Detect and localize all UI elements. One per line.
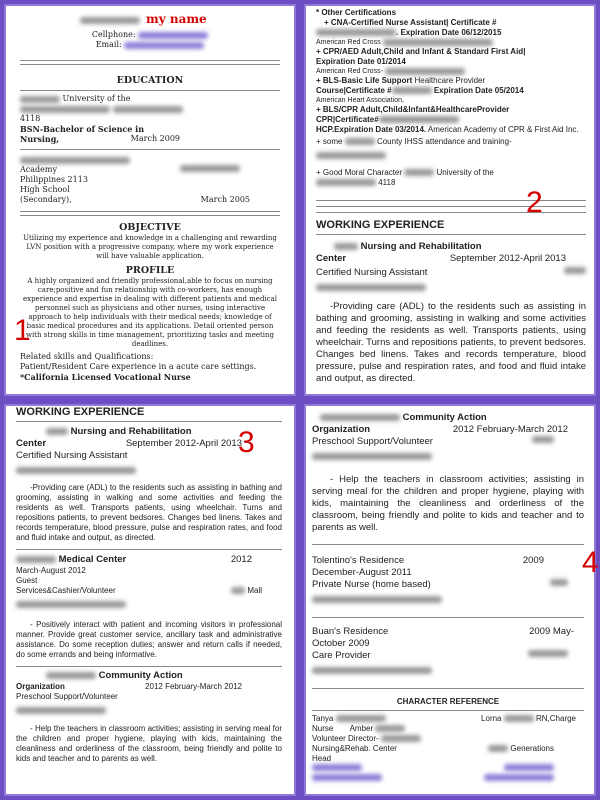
ref2-role: RN,Charge [535, 714, 576, 723]
ref2-name: Lorna [481, 714, 502, 723]
cert3-line2b: Expiration Date 05/2014 [433, 86, 524, 95]
job2-company: Medical Center [58, 554, 127, 565]
license-label: *California Licensed Vocational Nurse [20, 372, 191, 382]
cert4-line3: HCP.Expiration Date 03/2014. [316, 125, 427, 134]
job1-center: Center [16, 438, 47, 449]
panel-number-2: 2 [526, 186, 543, 219]
panel-number-4: 4 [582, 546, 599, 579]
job3-company-2: Community Action [402, 412, 487, 423]
ref1-role: Nurse [312, 724, 334, 733]
job3-desc-2: - Help the teachers in classroom activities; assisting in serving meal for the children and proper hygiene, playing with kids, maintaining the cleanliness and orderliness of the classroom, being friendly and polite to kids and teacher and to parents as well. [312, 474, 584, 533]
objective-heading: OBJECTIVE [119, 222, 181, 233]
job-title: Certified Nursing Assistant [316, 267, 428, 278]
resume-panel-2 [304, 4, 596, 396]
cert2-title: + CPR/AED Adult,Child and Infant & Standard First Aid| [316, 47, 526, 56]
job1-company: Nursing and Rehabilitation [70, 426, 192, 437]
cert6-b: University of the [436, 168, 494, 177]
cert1-title: + CNA-Certified Nurse Assistant| Certificate # [324, 18, 497, 27]
work-heading-2: WORKING EXPERIENCE [16, 406, 145, 418]
edu-university: University of the [62, 94, 131, 103]
cert2-org: American Red Cross- [316, 68, 383, 75]
cert3-org-a: Healthcare Provider [414, 76, 486, 85]
other-cert-heading: * Other Certifications [316, 8, 397, 17]
cert3-org: American Heart Association, [316, 97, 404, 104]
job3-dates-2: 2012 February-March 2012 [452, 424, 568, 435]
job2-loc: Mall [247, 586, 262, 595]
ref3-b: Generations [510, 744, 554, 753]
cert6: + Good Moral Character [316, 168, 403, 177]
cert3-line2a: Course|Certificate # [316, 86, 392, 95]
panel-number-1: 1 [14, 314, 31, 347]
cert2-exp: Expiration Date 01/2014 [316, 57, 406, 66]
job3-desc: - Help the teachers in classroom activities; assisting in serving meal for the children and proper hygiene, playing with kids, maintaining the cleanliness and orderliness of the classroom, being friendly and polite to kids and teacher and to parents as well. [16, 724, 282, 763]
cert3-title: + BLS-Basic Life Support [316, 76, 413, 85]
res1-year: 2009 [522, 555, 544, 566]
res2-name: Buan's Residence [312, 626, 389, 637]
resume-panel-4 [304, 404, 599, 796]
job1-desc: -Providing care (ADL) to the residents such as assisting in bathing and grooming, assisting in walking and some activities and feeding the residents as well. Transports patients, using wheelchair. Turns and repositions patients, to prevent bedsores. Changes bed linens. Takes and records temperature, blood pressure, pulse and respiration rates, and food and fluid intake and output, as directed. [16, 483, 282, 542]
edu-zip: 4118 [20, 114, 41, 123]
academy-school: High School [20, 185, 70, 194]
job-desc: -Providing care (ADL) to the residents such as assisting in bathing and grooming, assisting in walking and some activities and feeding the residents as well. Transports patients, using wheelchair. Turns and repositions patients, to prevent bedsores. Changes bed linens. Takes and records temperature, blood pressure, pulse and respiration rates, and food and fluid intake and output, as directed. [316, 301, 586, 384]
cert6-c: 4118 [378, 178, 396, 187]
cellphone-label: Cellphone: [91, 30, 136, 39]
objective-text: Utilizing my experience and knowledge in a challenging and rewarding LVN position with a progressive company, where my work experience will have valuable application. [23, 234, 277, 260]
job3-org-2: Organization [312, 424, 371, 435]
panel-number-3: 3 [238, 426, 255, 459]
job3-org: Organization [16, 682, 65, 691]
job3-dates: 2012 February-March 2012 [145, 682, 242, 691]
job3-title-2: Preschool Support/Volunteer [312, 436, 433, 447]
cert4-title: + BLS/CPR Adult,Child&Infant&HealthcareProvider [316, 105, 510, 114]
job1-dates: September 2012-April 2013 [125, 438, 242, 449]
job2-year: 2012 [230, 554, 252, 565]
academy-date: March 2005 [200, 195, 250, 204]
job1-title: Certified Nursing Assistant [16, 450, 128, 461]
job-dates: September 2012-April 2013 [449, 253, 566, 264]
res1-name: Tolentino's Residence [312, 555, 405, 566]
ref3: Nursing&Rehab. Center [312, 744, 397, 753]
profile-heading: PROFILE [125, 265, 175, 276]
job2-dates: March-August 2012 [16, 566, 86, 575]
education-heading: EDUCATION [116, 75, 184, 86]
res1-dates: December-August 2011 [312, 567, 412, 578]
cert4-line2: CPR|Certificate# [316, 115, 379, 124]
job3-company: Community Action [98, 670, 183, 681]
work-heading: WORKING EXPERIENCE [316, 219, 445, 231]
job2-title1: Guest [16, 576, 38, 585]
cert5-b: County IHSS attendance and training- [376, 137, 512, 146]
job-company: Nursing and Rehabilitation [360, 241, 482, 252]
cert1-exp: . Expiration Date 06/12/2015 [396, 28, 502, 37]
res2-year: 2009 May- [529, 626, 574, 637]
academy-location: Philippines 2113 [20, 175, 88, 184]
academy-name: Academy [20, 165, 57, 174]
cert5: + some [316, 137, 343, 146]
name-label: my name [146, 12, 207, 26]
degree-label: BSN-Bachelor of Science in [20, 124, 145, 134]
char-ref-heading: CHARACTER REFERENCE [396, 697, 500, 706]
cert4-org: American Academy of CPR & First Aid Inc. [427, 125, 579, 134]
job2-title2: Services&Cashier/Volunteer [16, 586, 116, 595]
resume-panel-3 [4, 404, 296, 796]
skills-label: Related skills and Qualifications: [20, 352, 154, 361]
job3-title: Preschool Support/Volunteer [16, 692, 118, 701]
skills-item: Patient/Resident Care experience in a acute care settings. [20, 362, 257, 371]
resume-panel-1 [4, 4, 296, 396]
ref1-name: Tanya [312, 714, 334, 723]
res2-title: Care Provider [312, 650, 371, 661]
profile-text: A highly organized and friendly professional,able to focus on nursing care;positive and fun relationship with co-workers, has enough experience and expertise in dealing with different patients and medical personnel such as physicians and other nurses, using interactive approach to help individuals with their medical needs; knowledge of basic medical procedures and its applications. Detail oriented person with strong skills in time management, prioritizing tasks and meeting deadlines. [22, 277, 277, 348]
academy-level: (Secondary), [20, 195, 72, 204]
email-label: Email: [95, 40, 122, 49]
res1-title: Private Nurse (home based) [312, 579, 431, 590]
res2-dates: October 2009 [312, 638, 370, 649]
job2-desc: - Positively interact with patient and incoming visitors in professional manner. Provide great customer service, ancillary task and administrative assistance. Do some reception duties; answer and return calls if needed, do some errands and being informative. [16, 620, 282, 659]
ref1-role2: Volunteer Director- [312, 734, 379, 743]
ref3-c: Head [312, 754, 332, 763]
job-center: Center [316, 253, 347, 264]
degree-line2: Nursing, [20, 134, 60, 144]
degree-date: March 2009 [130, 134, 180, 143]
cert1-org: American Red Cross [316, 39, 381, 46]
ref1-b: Amber [349, 724, 374, 733]
